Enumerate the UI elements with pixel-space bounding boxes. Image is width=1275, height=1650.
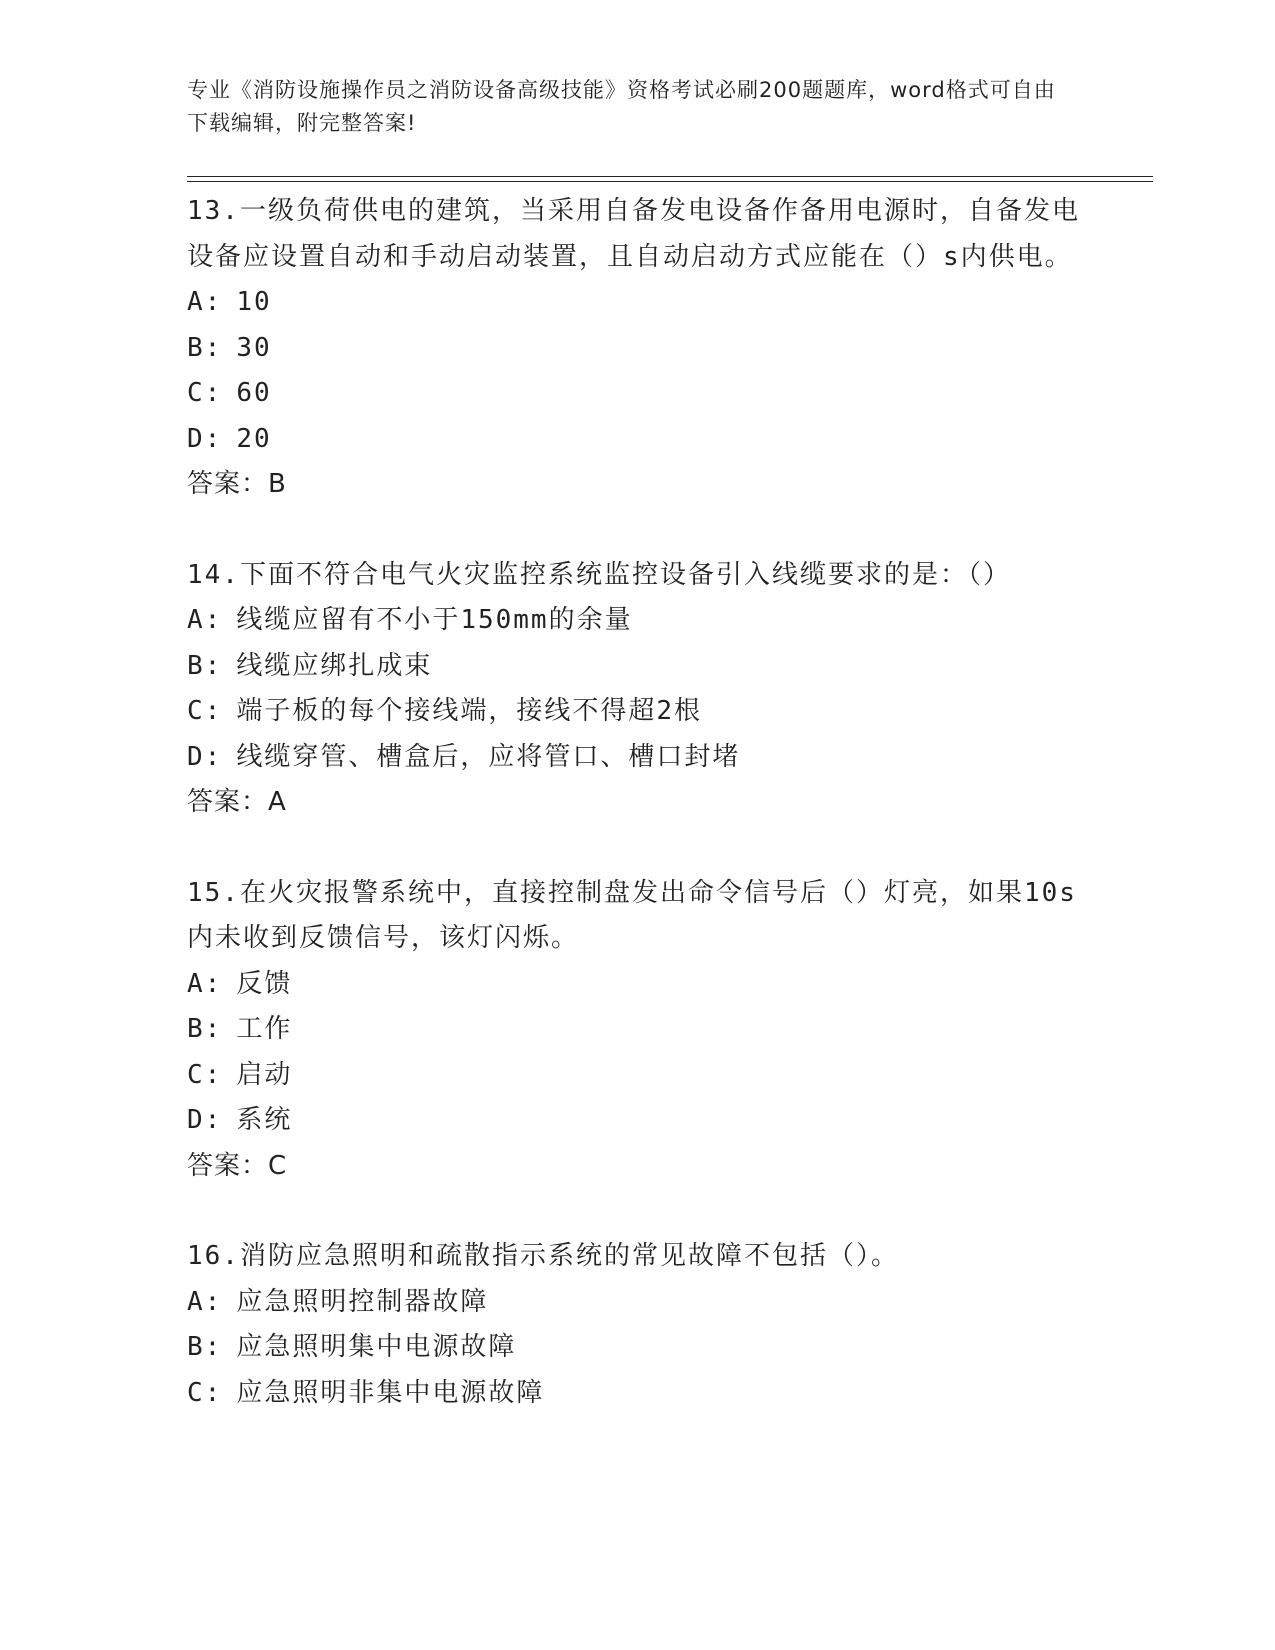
option-text: 系统 <box>236 1105 293 1135</box>
header-divider-top <box>187 176 1153 177</box>
option-letter: A: <box>187 1286 223 1317</box>
spacer <box>187 826 1087 871</box>
option-text: 端子板的每个接线端，接线不得超2根 <box>236 696 702 726</box>
option-d <box>187 1098 1087 1144</box>
option-letter: A: <box>187 968 223 999</box>
option-c <box>187 371 1087 417</box>
answer-line: 答案：B <box>187 469 287 499</box>
option-text: 线缆应留有不小于150mm的余量 <box>236 605 633 635</box>
option-a <box>187 598 1087 644</box>
option-text: 60 <box>236 378 272 408</box>
question-16 <box>187 1234 1087 1416</box>
question-14 <box>187 553 1087 826</box>
document-header: 专业《消防设施操作员之消防设备高级技能》资格考试必刷200题题库，word格式可自由下载编辑，附完整答案! <box>187 78 1056 135</box>
option-text: 反馈 <box>236 968 293 999</box>
question-stem: 14.下面不符合电气火灾监控系统监控设备引入线缆要求的是：（） <box>187 559 1011 590</box>
option-text: 20 <box>236 423 272 454</box>
option-letter: C: <box>187 1059 223 1090</box>
option-d <box>187 417 1087 463</box>
option-letter: D: <box>187 423 223 454</box>
option-text: 30 <box>236 332 272 363</box>
question-stem: 13.一级负荷供电的建筑，当采用自备发电设备作备用电源时，自备发电设备应设置自动和手动启动装置，且自动启动方式应能在（）s内供电。 <box>187 196 1080 272</box>
option-text: 10 <box>236 287 272 317</box>
option-letter: C: <box>187 378 223 408</box>
option-b <box>187 1325 1087 1371</box>
question-stem: 15.在火灾报警系统中，直接控制盘发出命令信号后（）灯亮，如果10s内未收到反馈信号，该灯闪烁。 <box>187 877 1077 953</box>
answer-line: 答案：C <box>187 1150 288 1181</box>
header-divider-bottom <box>187 181 1153 182</box>
question-15 <box>187 871 1087 1190</box>
option-b <box>187 644 1087 690</box>
option-letter: C: <box>187 696 223 726</box>
option-text: 线缆穿管、槽盒后，应将管口、槽口封堵 <box>236 741 741 772</box>
option-d <box>187 735 1087 781</box>
option-c <box>187 1053 1087 1099</box>
option-text: 应急照明非集中电源故障 <box>236 1377 545 1408</box>
option-a <box>187 962 1087 1008</box>
option-c <box>187 1371 1087 1417</box>
option-letter: B: <box>187 332 223 363</box>
option-letter: B: <box>187 1014 223 1044</box>
option-text: 应急照明集中电源故障 <box>236 1332 517 1362</box>
answer-line: 答案：A <box>187 787 287 817</box>
spacer <box>187 1189 1087 1234</box>
question-list <box>187 189 1087 1416</box>
option-text: 启动 <box>236 1059 293 1090</box>
option-text: 线缆应绑扎成束 <box>236 650 433 681</box>
option-a <box>187 1280 1087 1326</box>
question-13 <box>187 189 1087 508</box>
option-letter: A: <box>187 287 223 317</box>
option-letter: B: <box>187 650 223 681</box>
option-letter: B: <box>187 1332 223 1362</box>
spacer <box>187 508 1087 553</box>
option-letter: C: <box>187 1377 223 1408</box>
option-letter: D: <box>187 741 223 772</box>
option-a <box>187 280 1087 326</box>
option-b <box>187 1007 1087 1053</box>
option-c <box>187 689 1087 735</box>
option-letter: D: <box>187 1105 223 1135</box>
option-b <box>187 326 1087 372</box>
option-text: 应急照明控制器故障 <box>236 1286 489 1317</box>
option-text: 工作 <box>236 1014 293 1044</box>
option-letter: A: <box>187 605 223 635</box>
question-stem: 16.消防应急照明和疏散指示系统的常见故障不包括（）。 <box>187 1241 899 1271</box>
